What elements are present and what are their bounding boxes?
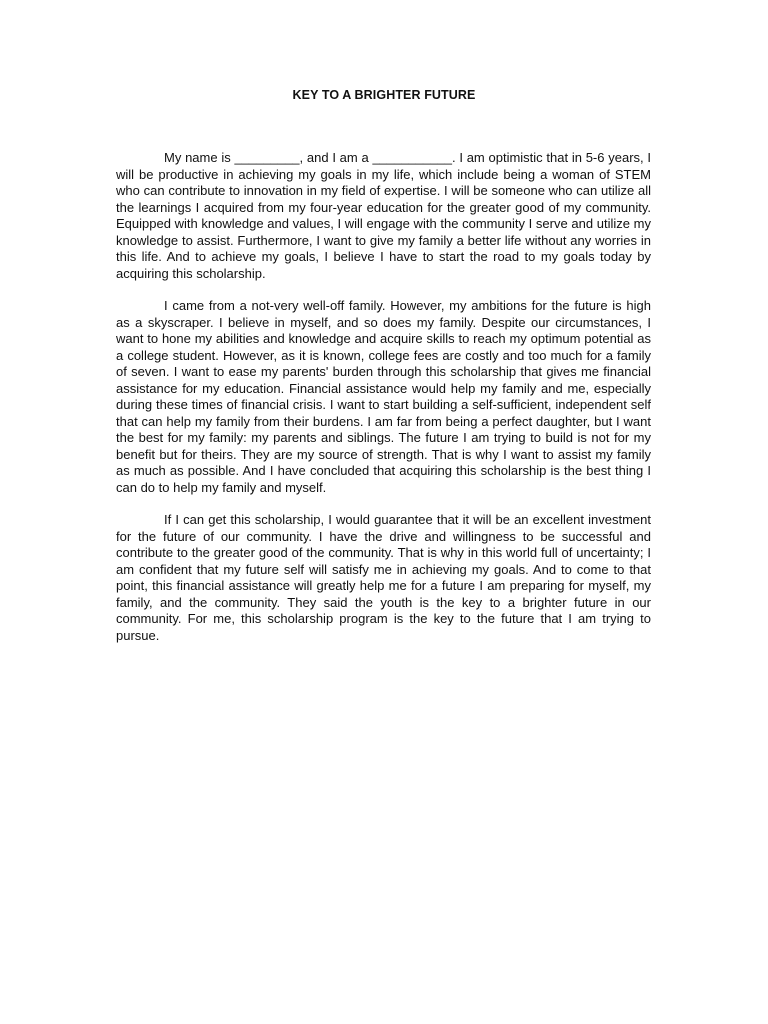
document-title: KEY TO A BRIGHTER FUTURE	[292, 88, 476, 102]
paragraph-3: If I can get this scholarship, I would guarantee that it will be an excellent investment for the future of our community. I have the drive and willingness to be successful and contribute to the greater good of the community. That is why in this world full of uncertainty; I am confident that my future self will satisfy me in achieving my goals. And to come to that point, this financial assistance will greatly help me for a future I am preparing for myself, my family, and the community. They said the youth is the key to a brighter future in our community. For me, this scholarship program is the key to the future that I am trying to pursue.	[116, 512, 651, 643]
paragraph-1: My name is _________, and I am a ___________. I am optimistic that in 5-6 years, I will be productive in achieving my goals in my life, which include being a woman of STEM who can contribute to innovation in my field of expertise. I will be someone who can utilize all the learnings I acquired from my four-year education for the greater good of my community. Equipped with knowledge and values, I will engage with the community I serve and utilize my knowledge to assist. Furthermore, I want to give my family a better life without any worries in this life. And to achieve my goals, I believe I have to start the road to my goals today by acquiring this scholarship.	[116, 150, 651, 281]
document-body	[116, 150, 651, 660]
paragraph-2: I came from a not-very well-off family. However, my ambitions for the future is high as a skyscraper. I believe in myself, and so does my family. Despite our circumstances, I want to hone my abilities and knowledge and acquire skills to reach my optimum potential as a college student. However, as it is known, college fees are costly and too much for a family of seven. I want to ease my parents' burden through this scholarship that gives me financial assistance for my education. Financial assistance would help my family and me, especially during these times of financial crisis. I want to start building a self-sufficient, independent self that can help my family from their burdens. I am far from being a perfect daughter, but I want the best for my family: my parents and siblings. The future I am trying to build is not for my benefit but for theirs. They are my source of strength. That is why I want to assist my family as much as possible. And I have concluded that acquiring this scholarship is the best thing I can do to help my family and myself.	[116, 298, 651, 495]
